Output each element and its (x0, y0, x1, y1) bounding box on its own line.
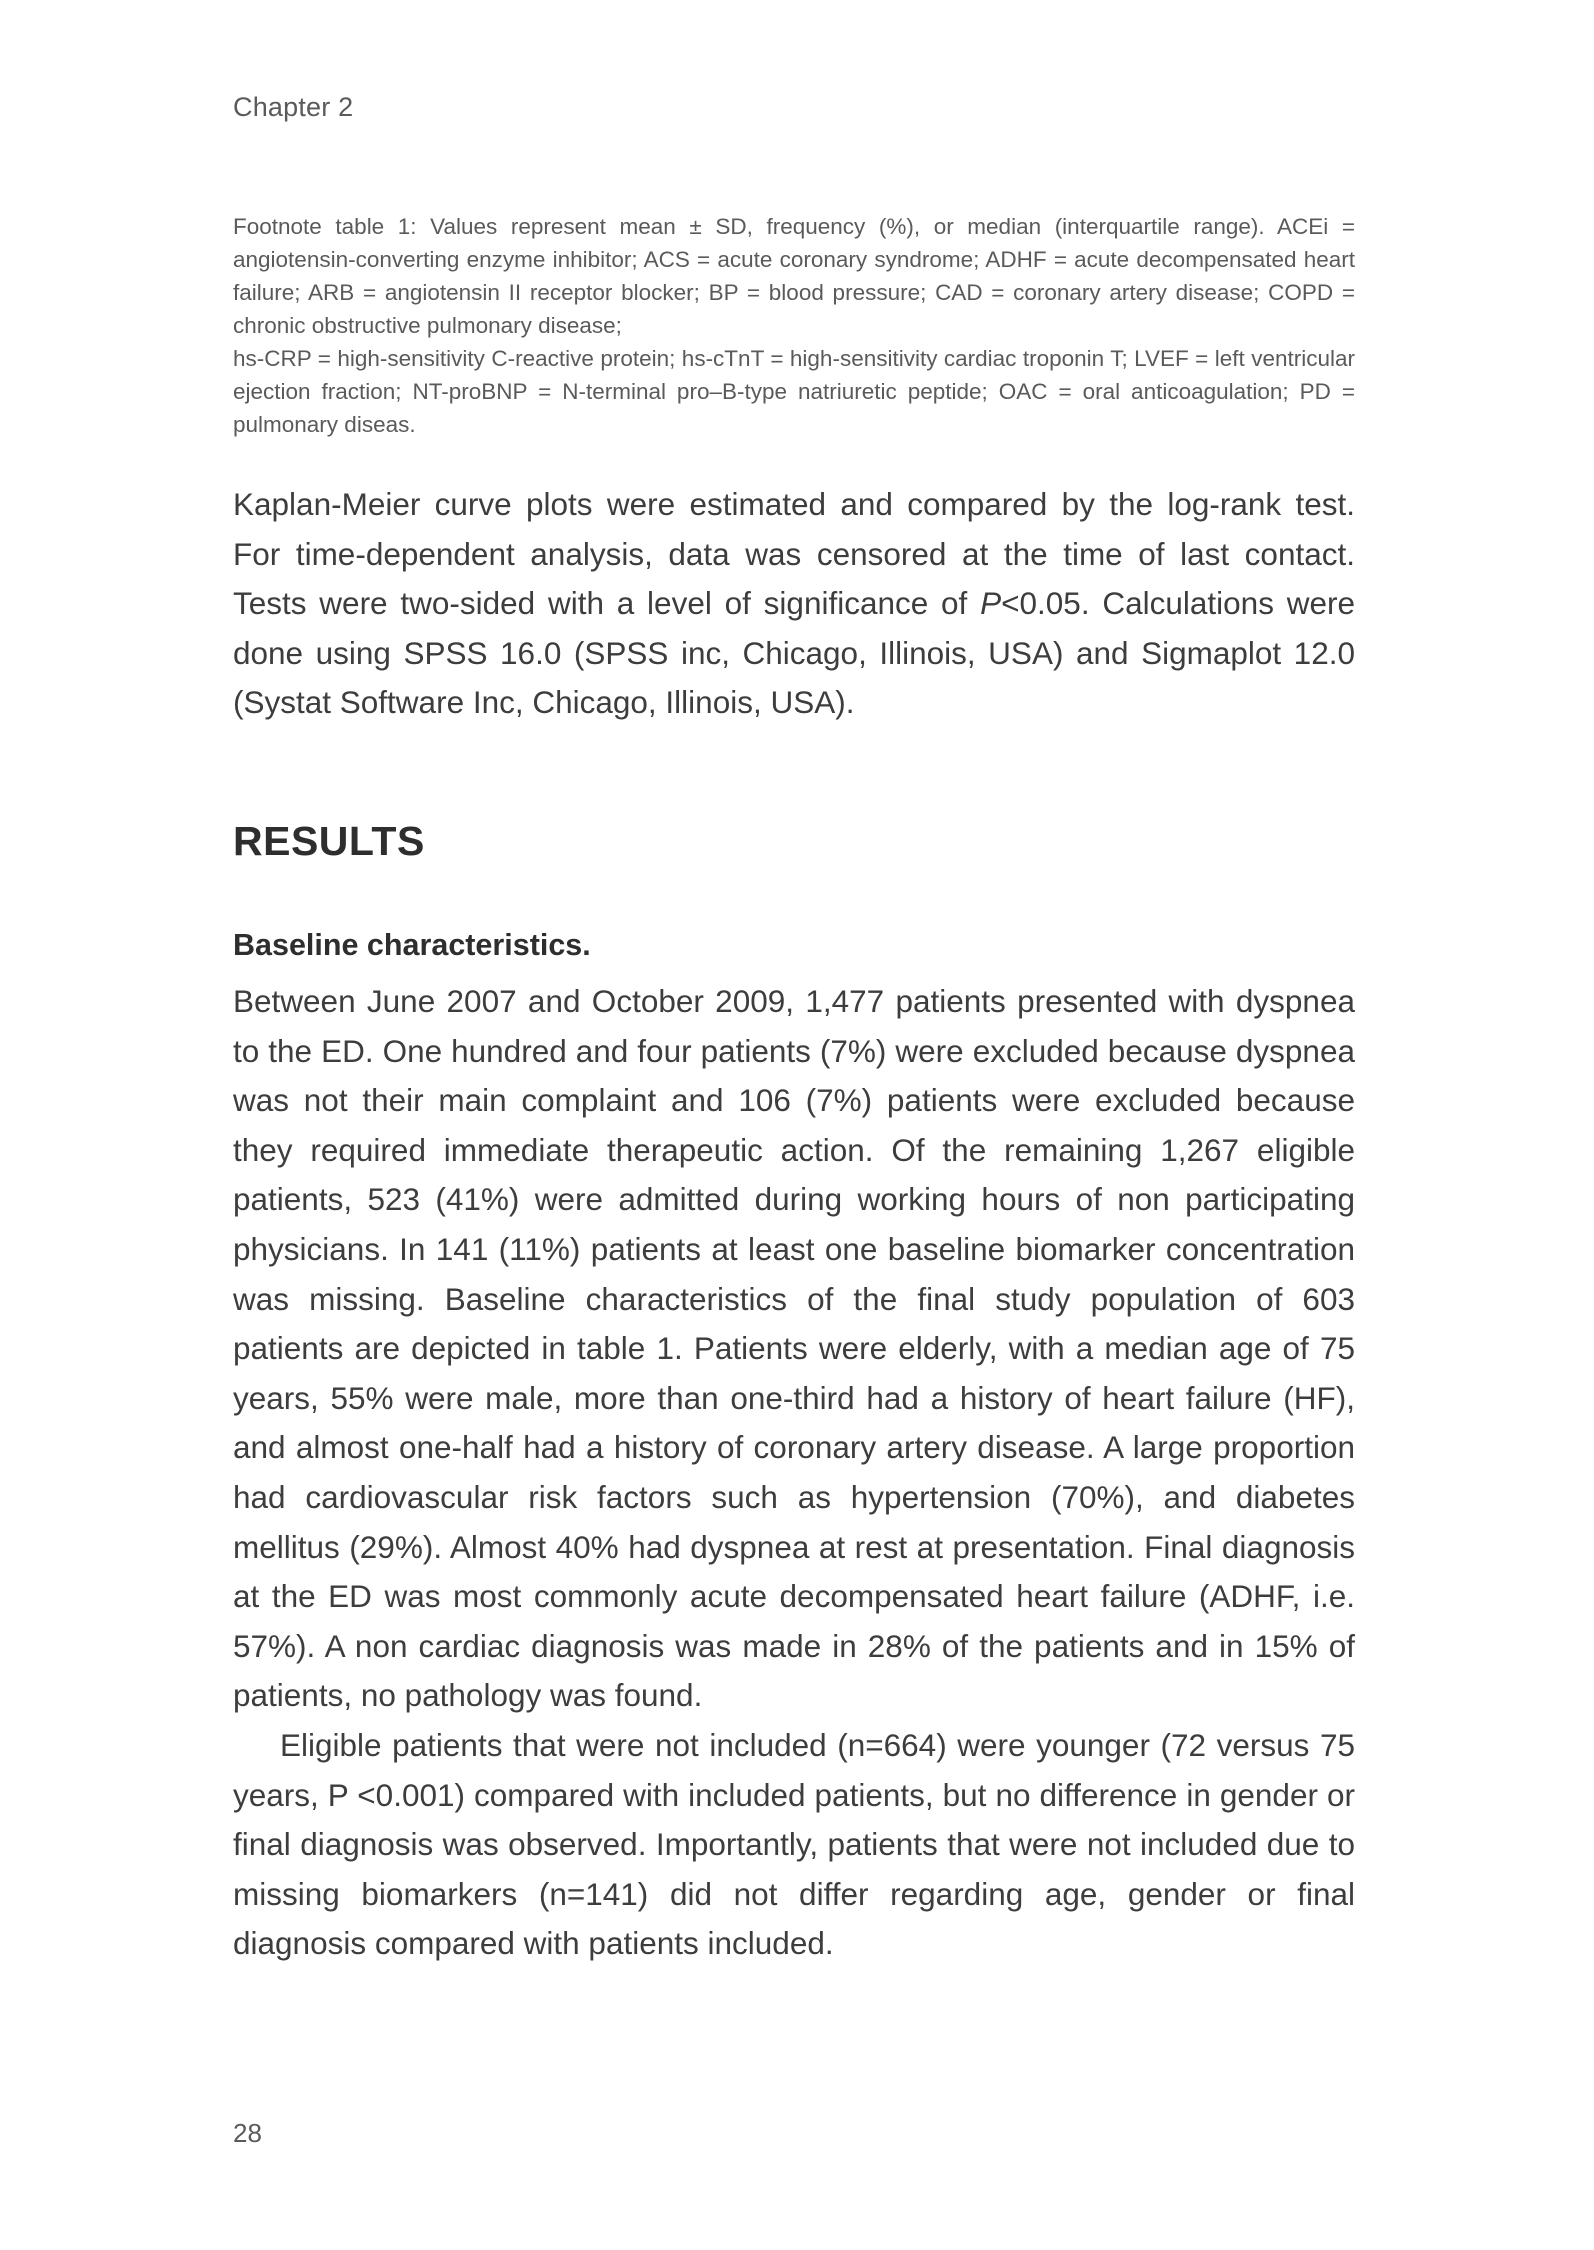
running-header: Chapter 2 (233, 92, 354, 122)
p-value-symbol: P (980, 585, 1002, 622)
methods-text: Kaplan-Meier curve plots were estimated and compared by the log-rank test. For time-dependent analysis, data was censored at the time of last contact. Tests were two-sided with a level of significance of (233, 486, 1355, 622)
table-footnote (233, 210, 1355, 441)
results-paragraph: Between June 2007 and October 2009, 1,477 patients presented with dyspnea to the ED. One hundred and four patients (7%) were excluded because dyspnea was not their main complaint and 106 (7%) patients were excluded because they required immediate therapeutic action. Of the remaining 1,267 eligible patients, 523 (41%) were admitted during working hours of non participating physicians. In 141 (11%) patients at least one baseline biomarker concentration was missing. Baseline characteristics of the final study population of 603 patients are depicted in table 1. Patients were elderly, with a median age of 75 years, 55% were male, more than one-third had a history of heart failure (HF), and almost one-half had a history of coronary artery disease. A large proportion had cardiovascular risk factors such as hypertension (70%), and diabetes mellitus (29%). Almost 40% had dyspnea at rest at presentation. Final diagnosis at the ED was most commonly acute decompensated heart failure (ADHF, i.e. 57%). A non cardiac diagnosis was made in 28% of the patients and in 15% of patients, no pathology was found. (233, 983, 1355, 1714)
page-number: 28 (233, 2118, 262, 2148)
results-body (233, 977, 1355, 1969)
methods-paragraph (233, 480, 1355, 728)
results-paragraph: Eligible patients that were not included (n=664) were younger (72 versus 75 years, P <0.001) compared with included patients, but no difference in gender or final diagnosis was observed. Importantly, patients that were not included due to missing biomarkers (n=141) did not differ regarding age, gender or final diagnosis compared with patients included. (233, 1726, 1355, 1962)
section-heading: RESULTS (233, 818, 425, 864)
footnote-paragraph: Footnote table 1: Values represent mean ± SD, frequency (%), or median (interquartile range). ACEi = angiotensin-converting enzyme inhibitor; ACS = acute coronary syndrome; ADHF = acute decompensated heart failure; ARB = angiotensin II receptor blocker; BP = blood pressure; CAD = coronary artery disease; COPD = chronic obstructive pulmonary disease; (233, 214, 1355, 338)
subsection-heading: Baseline characteristics. (233, 928, 591, 962)
methods-text: <0.05. Calculations were done using SPSS 16.0 (SPSS inc, Chicago, Illinois, USA) and Sigmaplot 12.0 (Systat Software Inc, Chicago, Illinois, USA). (233, 585, 1356, 721)
footnote-paragraph: hs-CRP = high-sensitivity C-reactive protein; hs-cTnT = high-sensitivity cardiac troponin T; LVEF = left ventricular ejection fraction; NT-proBNP = N-terminal pro–B-type natriuretic peptide; OAC = oral anticoagulation; PD = pulmonary diseas. (233, 346, 1355, 437)
document-page (233, 0, 1355, 2250)
